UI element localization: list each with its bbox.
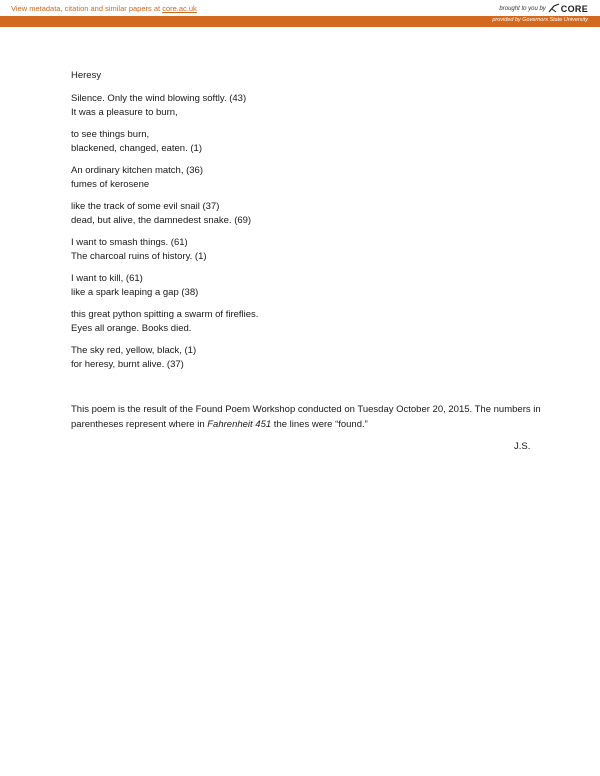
provided-by-text: provided by Governors State University bbox=[492, 17, 588, 23]
poem-line: Silence. Only the wind blowing softly. (43) bbox=[71, 93, 247, 104]
note-text-2: the lines were “found.” bbox=[271, 419, 368, 430]
core-logo-icon bbox=[548, 3, 560, 14]
provider-band bbox=[0, 16, 600, 27]
workshop-note bbox=[71, 402, 541, 432]
poem-line: like a spark leaping a gap (38) bbox=[71, 287, 199, 298]
stanza bbox=[71, 308, 541, 336]
brought-to-you-by[interactable] bbox=[499, 3, 588, 14]
poem-line: The sky red, yellow, black, (1) bbox=[71, 345, 197, 356]
author-initials: J.S. bbox=[514, 441, 531, 452]
core-site-link[interactable]: core.ac.uk bbox=[162, 4, 197, 13]
poem-line: this great python spitting a swarm of fireflies. bbox=[71, 309, 259, 320]
poem-line: blackened, changed, eaten. (1) bbox=[71, 143, 202, 154]
brought-text: brought to you by bbox=[499, 5, 546, 12]
poem-line: Eyes all orange. Books died. bbox=[71, 323, 192, 334]
stanza bbox=[71, 164, 541, 192]
stanza bbox=[71, 128, 541, 156]
poem-line: It was a pleasure to burn, bbox=[71, 107, 178, 118]
stanza bbox=[71, 236, 541, 264]
poem-line: like the track of some evil snail (37) bbox=[71, 201, 220, 212]
poem-title: Heresy bbox=[71, 70, 102, 81]
book-title: Fahrenheit 451 bbox=[207, 419, 272, 430]
stanza bbox=[71, 344, 541, 372]
metadata-link[interactable] bbox=[11, 4, 197, 13]
poem-line: The charcoal ruins of history. (1) bbox=[71, 251, 207, 262]
core-logo-text: CORE bbox=[560, 3, 588, 14]
stanza bbox=[71, 92, 541, 120]
stanza bbox=[71, 272, 541, 300]
poem-line: fumes of kerosene bbox=[71, 179, 150, 190]
note-text-1: This poem is the result of the Found Poem Workshop conducted on Tuesday October 20, 2015. The numbers in parentheses represent where in bbox=[71, 404, 541, 430]
core-logo[interactable] bbox=[548, 3, 588, 14]
poem-line: dead, but alive, the damnedest snake. (69) bbox=[71, 215, 252, 226]
poem-line: An ordinary kitchen match, (36) bbox=[71, 165, 204, 176]
core-header-bar bbox=[0, 0, 600, 16]
poem-line: I want to kill, (61) bbox=[71, 273, 143, 284]
stanza bbox=[71, 200, 541, 228]
poem-line: to see things burn, bbox=[71, 129, 150, 140]
poem-line: I want to smash things. (61) bbox=[71, 237, 188, 248]
metadata-link-text: View metadata, citation and similar papers at bbox=[11, 4, 163, 13]
poem-line: for heresy, burnt alive. (37) bbox=[71, 359, 184, 370]
poem bbox=[71, 69, 541, 380]
